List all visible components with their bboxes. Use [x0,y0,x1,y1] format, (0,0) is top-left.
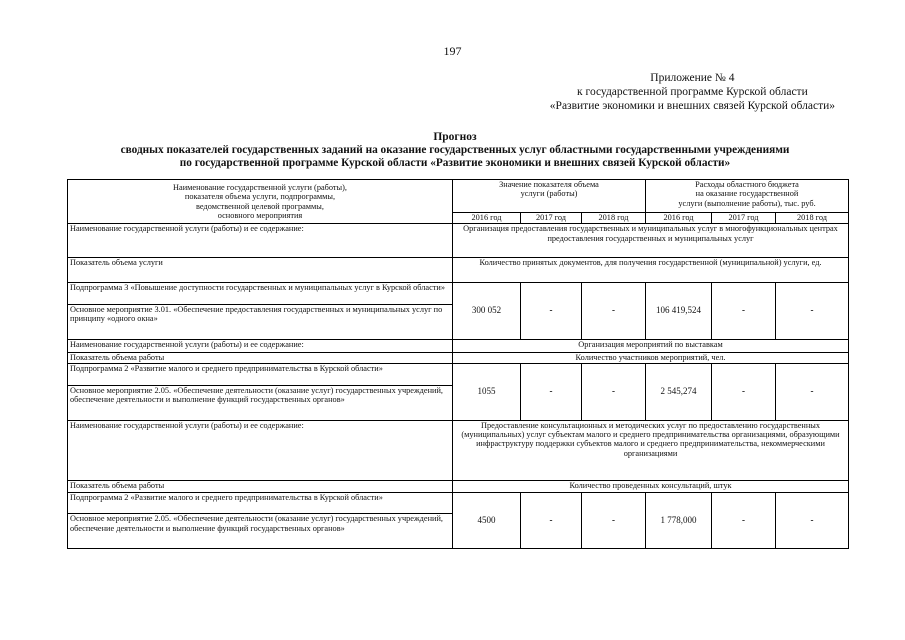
header-expense-cell [646,180,849,213]
title-line-2: сводных показателей государственных заданий на оказание государственных услуг областными государственными учреждениями [120,144,790,156]
indicator-value: Количество принятых документов, для получения государственной (муниципальной) услуги, ед. [453,257,849,282]
indicator-value: Количество участников мероприятий, чел. [453,352,849,363]
title-line-3: по государственной программе Курской области «Развитие экономики и внешних связей Курской области» [179,157,731,169]
year-header: 2017 год [521,213,582,224]
program-row [68,364,849,386]
program-row [68,492,849,514]
expense-2017: - [712,364,776,420]
year-header: 2016 год [453,213,521,224]
appendix-line-1: Приложение № 4 [650,72,735,84]
expense-2017: - [712,282,776,339]
service-row [68,340,849,353]
header-name-line: Наименование государственной услуги (работы), [173,182,347,192]
service-value: Предоставление консультационных и методических услуг по предоставлению государственных (муниципальных) услуг субъектам малого и среднего предпринимательства организациями, образующими инфраструктуру поддержки субъектов малого и среднего предпринимательства, некоммерческими организациями [453,420,849,481]
expense-2016: 2 545,274 [646,364,712,420]
header-name-cell [68,180,453,224]
appendix-line-2: к государственной программе Курской области [577,86,808,98]
program-name: Подпрограмма 3 «Повышение доступности государственных и муниципальных услуг в Курской области» [68,282,453,304]
header-expense-line: на оказание государственной [695,189,799,199]
indicator-label: Показатель объема услуги [68,257,453,282]
appendix-line-3: «Развитие экономики и внешних связей Курской области» [549,100,835,112]
activity-name: Основное мероприятие 3.01. «Обеспечение предоставления государственных и муниципальных услуг по принципу «одного окна» [68,304,453,340]
volume-2016: 4500 [453,492,521,548]
header-name-line: основного мероприятия [217,211,303,221]
volume-2017: - [521,492,582,548]
volume-2018: - [582,282,646,339]
header-volume-cell [453,180,646,213]
indicator-row [68,352,849,363]
indicator-label: Показатель объема работы [68,481,453,492]
service-value: Организация предоставления государственных и муниципальных услуг в многофункциональных центрах предоставления государственных и муниципальных услуг [453,224,849,257]
expense-2016: 1 778,000 [646,492,712,548]
service-row [68,224,849,257]
page-number: 197 [443,44,462,58]
program-name: Подпрограмма 2 «Развитие малого и среднего предпринимательства в Курской области» [68,364,453,386]
activity-name: Основное мероприятие 2.05. «Обеспечение деятельности (оказание услуг) государственных учреждений, обеспечение деятельности и выполнение функций государственных органов» [68,386,453,420]
indicator-label: Показатель объема работы [68,352,453,363]
volume-2017: - [521,282,582,339]
expense-2016: 106 419,524 [646,282,712,339]
service-label: Наименование государственной услуги (работы) и ее содержание: [68,340,453,353]
appendix-header [550,71,835,113]
program-name: Подпрограмма 2 «Развитие малого и среднего предпринимательства в Курской области» [68,492,453,514]
forecast-table [67,179,849,549]
header-volume-line: услуги (работы) [520,189,578,199]
expense-2018: - [776,282,849,339]
header-expense-line: Расходы областного бюджета [695,180,799,189]
volume-2018: - [582,364,646,420]
service-label: Наименование государственной услуги (работы) и ее содержание: [68,420,453,481]
header-volume-line: Значение показателя объема [499,180,599,189]
title-line-1: Прогноз [433,131,477,143]
year-header: 2017 год [712,213,776,224]
table-header-row [68,180,849,213]
indicator-value: Количество проведенных консультаций, штук [453,481,849,492]
expense-2018: - [776,364,849,420]
volume-2018: - [582,492,646,548]
header-name-line: показателя объема услуги, подпрограммы, [184,192,336,202]
header-name-line: ведомственной целевой программы, [196,201,324,211]
indicator-row [68,481,849,492]
service-row [68,420,849,481]
volume-2017: - [521,364,582,420]
expense-2018: - [776,492,849,548]
indicator-row [68,257,849,282]
expense-2017: - [712,492,776,548]
volume-2016: 300 052 [453,282,521,339]
document-title [60,131,850,170]
activity-name: Основное мероприятие 2.05. «Обеспечение деятельности (оказание услуг) государственных учреждений, обеспечение деятельности и выполнение функций государственных органов» [68,514,453,549]
header-expense-line: услуги (выполнение работы), тыс. руб. [678,198,816,208]
year-header: 2018 год [582,213,646,224]
year-header: 2018 год [776,213,849,224]
year-header: 2016 год [646,213,712,224]
service-value: Организация мероприятий по выставкам [453,340,849,353]
program-row [68,282,849,304]
volume-2016: 1055 [453,364,521,420]
service-label: Наименование государственной услуги (работы) и ее содержание: [68,224,453,257]
